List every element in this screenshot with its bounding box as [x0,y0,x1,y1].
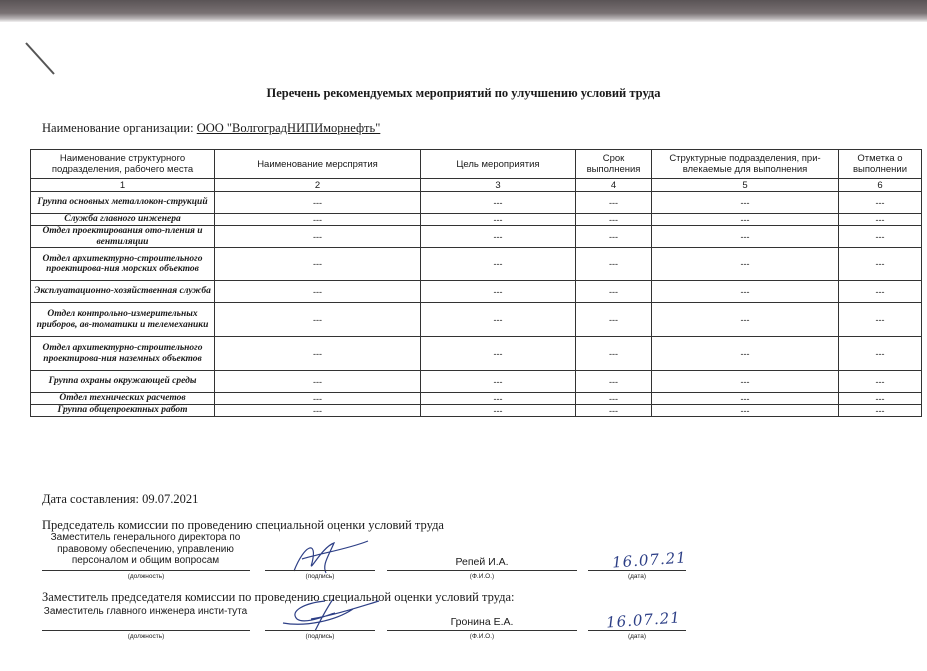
cell-c5: --- [652,393,839,405]
cell-c2: --- [215,248,421,281]
cell-c6: --- [839,192,922,214]
cell-c3: --- [421,371,576,393]
header-involved-units: Структурные подразделения, при-влекаемые для выполнения [652,150,839,179]
column-number: 5 [652,179,839,192]
cell-c5: --- [652,303,839,337]
cell-c5: --- [652,371,839,393]
subdivision-name: Служба главного инженера [31,214,215,226]
header-deadline: Срок выполнения [576,150,652,179]
cell-c4: --- [576,192,652,214]
organization-line [42,121,380,136]
subdivision-name: Группа основных металлокон-струкций [31,192,215,214]
deputy-signature-caption: (подпись) [305,633,335,640]
column-number: 1 [31,179,215,192]
deputy-name: Гронина Е.А. [450,616,514,628]
cell-c4: --- [576,405,652,417]
table-row [31,192,922,214]
organization-label: Наименование организации: [42,121,194,135]
deputy-handwritten-date: 16.07.21 [605,608,682,632]
cell-c5: --- [652,226,839,248]
cell-c6: --- [839,281,922,303]
column-number: 6 [839,179,922,192]
cell-c6: --- [839,226,922,248]
cell-c5: --- [652,192,839,214]
table-row [31,226,922,248]
cell-c3: --- [421,214,576,226]
table-row [31,281,922,303]
table-row [31,371,922,393]
cell-c6: --- [839,405,922,417]
deputy-date-line [588,630,686,631]
scan-top-edge [0,0,927,22]
deputy-position-caption: (должность) [127,633,165,640]
header-measure: Наименование мерспрятия [215,150,421,179]
chairman-date-caption: (дата) [627,573,647,580]
table-row [31,214,922,226]
organization-name: ООО "ВолгоградНИПИморнефть" [196,121,381,135]
cell-c2: --- [215,214,421,226]
subdivision-name: Отдел проектирования ото-пления и вентиляции [31,226,215,248]
table-row [31,303,922,337]
pen-stroke-mark [24,40,62,80]
cell-c5: --- [652,405,839,417]
column-number: 2 [215,179,421,192]
cell-c4: --- [576,226,652,248]
chairman-title: Председатель комиссии по проведению специальной оценки условий труда [42,518,444,532]
cell-c6: --- [839,371,922,393]
cell-c6: --- [839,303,922,337]
column-numbers-row [31,179,922,192]
cell-c4: --- [576,393,652,405]
chairman-name-caption: (Ф.И.О.) [469,573,495,580]
cell-c5: --- [652,214,839,226]
column-number: 4 [576,179,652,192]
cell-c4: --- [576,371,652,393]
table-header-row [31,150,922,179]
cell-c3: --- [421,226,576,248]
cell-c2: --- [215,393,421,405]
chairman-signature-line [265,570,375,571]
chairman-date-line [588,570,686,571]
cell-c6: --- [839,214,922,226]
deputy-position-line [42,630,250,631]
cell-c4: --- [576,214,652,226]
subdivision-name: Отдел архитектурно-строительного проектирова-ния наземных объектов [31,337,215,371]
cell-c3: --- [421,337,576,371]
cell-c4: --- [576,248,652,281]
chairman-position: Заместитель генерального директора по правовому обеспечению, управлению персоналом и общим вопросам [50,532,241,566]
cell-c5: --- [652,281,839,303]
cell-c3: --- [421,303,576,337]
subdivision-name: Эксплуатационно-хозяйственная служба [31,281,215,303]
cell-c3: --- [421,192,576,214]
cell-c4: --- [576,281,652,303]
cell-c6: --- [839,393,922,405]
chairman-name: Репей И.А. [455,556,509,568]
cell-c5: --- [652,337,839,371]
deputy-signature-line [265,630,375,631]
chairman-position-line [42,570,250,571]
table-row [31,393,922,405]
subdivision-name: Отдел технических расчетов [31,393,215,405]
table-row [31,248,922,281]
cell-c2: --- [215,281,421,303]
table-row [31,405,922,417]
cell-c2: --- [215,303,421,337]
measures-table [30,149,922,417]
cell-c2: --- [215,371,421,393]
column-number: 3 [421,179,576,192]
cell-c3: --- [421,281,576,303]
chairman-handwritten-date: 16.07.21 [611,548,688,572]
header-subdivision: Наименование структурного подразделения, рабочего места [31,150,215,179]
cell-c6: --- [839,337,922,371]
deputy-title: Заместитель председателя комиссии по проведению специальной оценки условий труда: [42,590,515,604]
deputy-position: Заместитель главного инженера инсти-тута [43,606,248,617]
cell-c5: --- [652,248,839,281]
header-goal: Цель мероприятия [421,150,576,179]
cell-c4: --- [576,337,652,371]
compilation-date: Дата составления: 09.07.2021 [42,492,199,506]
document-title: Перечень рекомендуемых мероприятий по улучшению условий труда [266,86,661,100]
deputy-signature [275,593,385,635]
cell-c2: --- [215,192,421,214]
subdivision-name: Отдел контрольно-измерительных приборов, ав-томатики и телемеханики [31,303,215,337]
deputy-name-caption: (Ф.И.О.) [469,633,495,640]
subdivision-name: Отдел архитектурно-строительного проектирова-ния морских объектов [31,248,215,281]
cell-c3: --- [421,405,576,417]
subdivision-name: Группа общепроектных работ [31,405,215,417]
cell-c3: --- [421,393,576,405]
cell-c2: --- [215,337,421,371]
cell-c3: --- [421,248,576,281]
cell-c2: --- [215,226,421,248]
chairman-signature-caption: (подпись) [305,573,335,580]
cell-c4: --- [576,303,652,337]
chairman-name-line [387,570,577,571]
table-row [31,337,922,371]
subdivision-name: Группа охраны окружающей среды [31,371,215,393]
cell-c6: --- [839,248,922,281]
deputy-date-caption: (дата) [627,633,647,640]
cell-c2: --- [215,405,421,417]
deputy-name-line [387,630,577,631]
header-completion-mark: Отметка о выполнении [839,150,922,179]
chairman-position-caption: (должность) [127,573,165,580]
